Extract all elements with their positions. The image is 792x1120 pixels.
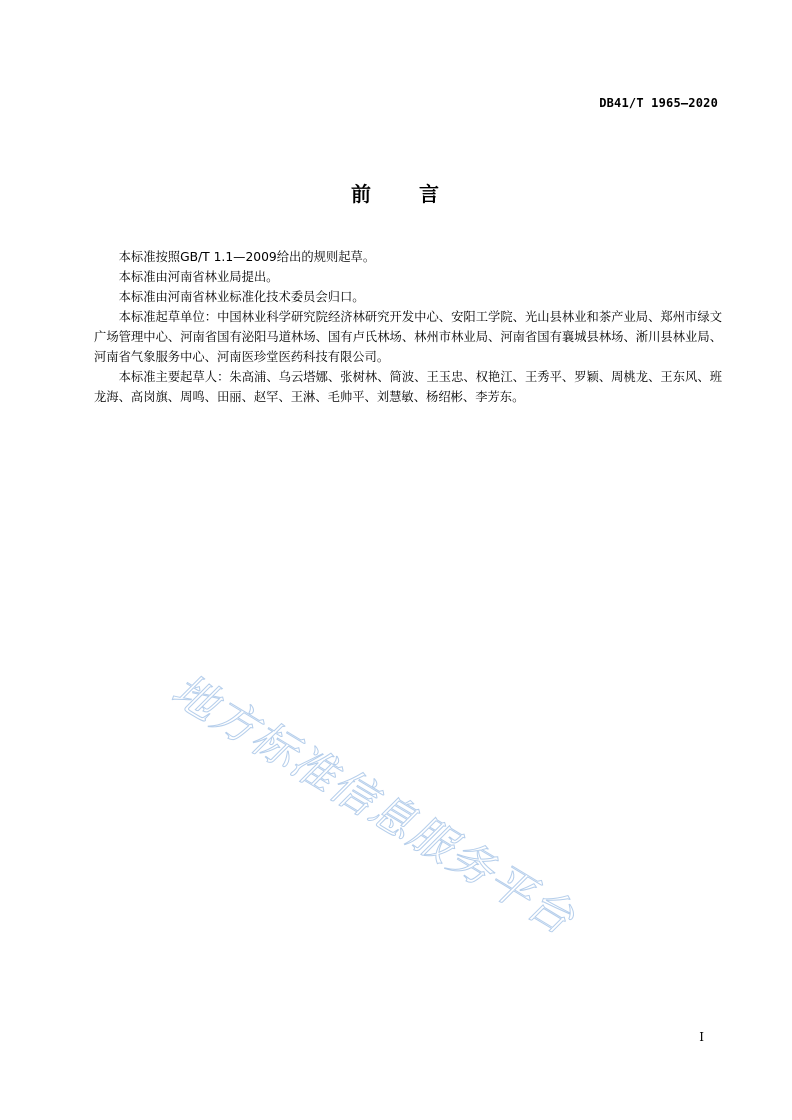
paragraph-drafters: 本标准主要起草人：朱高浦、乌云塔娜、张树林、简波、王玉忠、权艳江、王秀平、罗颖、周桃龙、王东风、班龙海、高岗旗、周鸣、田丽、赵罕、王淋、毛帅平、刘慧敏、杨绍彬、李芳东。 <box>94 370 722 404</box>
document-code: DB41/T 1965—2020 <box>599 96 718 110</box>
page-title <box>0 178 792 207</box>
paragraph-drafting-rules: 本标准按照GB/T 1.1—2009给出的规则起草。 <box>118 250 376 264</box>
paragraph-proposer: 本标准由河南省林业局提出。 <box>118 270 279 284</box>
paragraph-drafting-units: 本标准起草单位：中国林业科学研究院经济林研究开发中心、安阳工学院、光山县林业和茶产业局、郑州市绿文广场管理中心、河南省国有泌阳马道林场、国有卢氏林场、林州市林业局、河南省国有襄城县林场、淅川县林业局、河南省气象服务中心、河南医珍堂医药科技有限公司。 <box>94 310 722 364</box>
page-number: I <box>699 1030 704 1044</box>
title-part-1: 前 <box>351 182 373 206</box>
foreword-body <box>94 247 722 407</box>
paragraph-committee: 本标准由河南省林业标准化技术委员会归口。 <box>118 290 365 304</box>
watermark-text: 地方标准信息服务平台 <box>163 664 584 946</box>
title-part-2: 言 <box>419 182 441 206</box>
